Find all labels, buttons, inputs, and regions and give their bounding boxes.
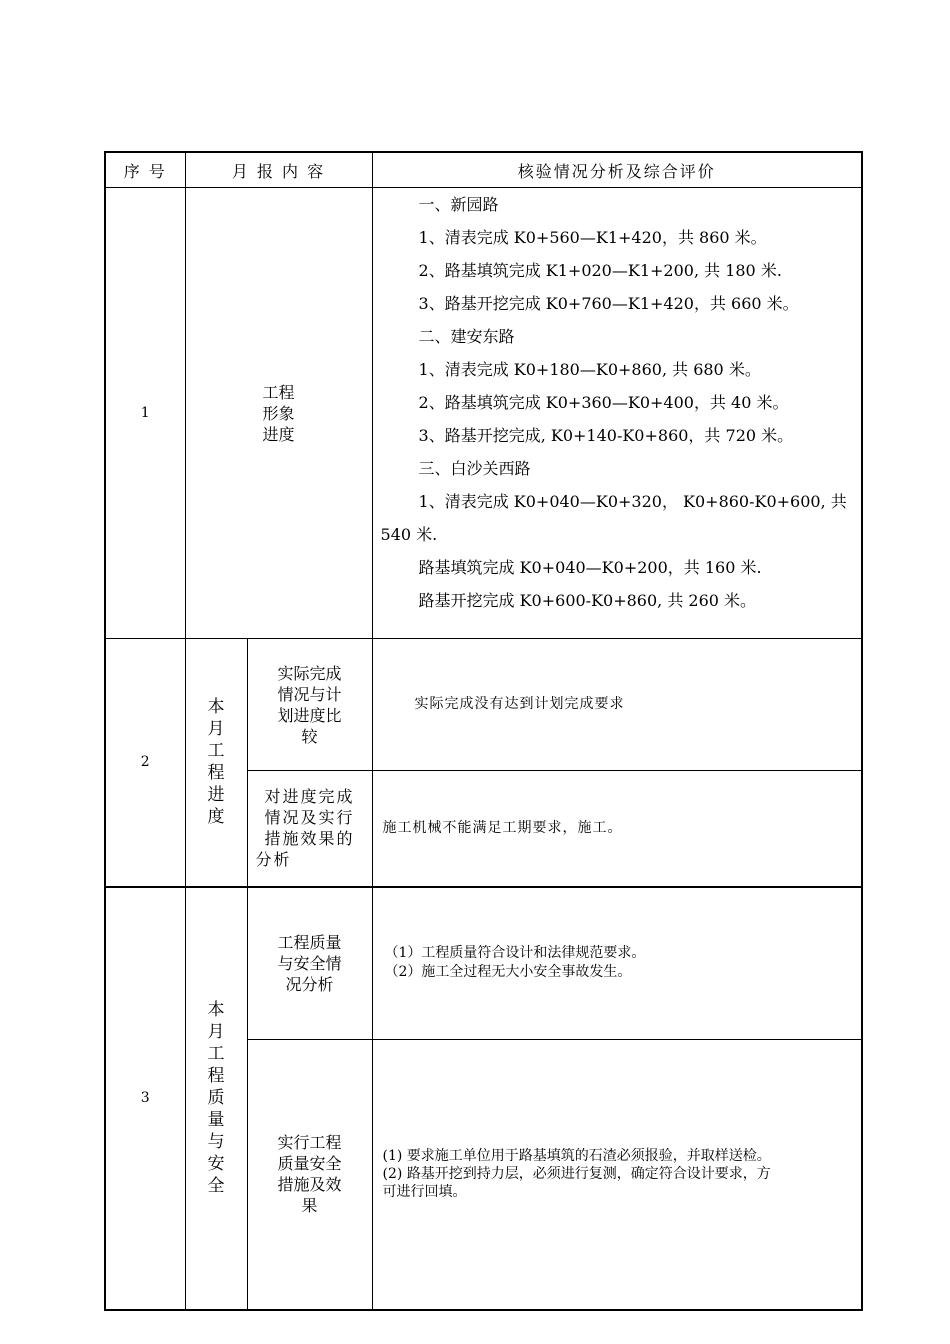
label-line: 果: [301, 1196, 318, 1216]
vertical-char: 安: [207, 1154, 225, 1174]
row-2-number: 2: [105, 639, 185, 887]
row-1-content: [372, 188, 862, 639]
row-1-label-line: 工程: [262, 382, 295, 402]
row-3a: [105, 887, 862, 1040]
header-row: [105, 152, 862, 188]
label-line: 实行工程: [277, 1133, 342, 1153]
content-line: 二、建安东路: [418, 327, 515, 346]
label-line: 实际完成: [277, 663, 342, 683]
row-2-sub1-label: [247, 639, 372, 771]
row-3-number: 3: [105, 887, 185, 1310]
content-line: 可进行回填。: [382, 1184, 467, 1201]
content-line: 三、白沙关西路: [418, 459, 531, 478]
row-2-sub2-text: [372, 771, 862, 887]
label-line: 情况及实行: [264, 808, 355, 828]
monthly-report-table: [104, 151, 863, 1311]
vertical-char: 进: [207, 785, 225, 806]
label-line: 划进度比: [277, 705, 342, 725]
content-line: 实际完成没有达到计划完成要求: [414, 696, 625, 712]
row-3-sub2-label: [247, 1040, 372, 1310]
content-line: 3、路基开挖完成, K0+140-K0+860，共 720 米。: [418, 426, 794, 445]
vertical-char: 度: [207, 807, 225, 828]
content-line: 2、路基填筑完成 K1+020—K1+200, 共 180 米.: [418, 261, 782, 280]
label-line: 分析: [255, 850, 292, 870]
content-line: 路基开挖完成 K0+600-K0+860, 共 260 米。: [418, 591, 757, 610]
row-2-vertical-label: [185, 639, 247, 887]
content-line: 3、路基开挖完成 K0+760—K1+420，共 660 米。: [418, 294, 799, 313]
content-line: 1、清表完成 K0+180—K0+860, 共 680 米。: [418, 360, 761, 379]
label-line: 与安全情: [277, 953, 342, 973]
vertical-char: 程: [207, 1066, 225, 1086]
content-line: 1、清表完成 K0+040—K0+320， K0+860-K0+600, 共: [418, 492, 847, 511]
row-3-sub1-text: [372, 887, 862, 1040]
vertical-char: 月: [207, 719, 225, 740]
row-2-sub1-text: [372, 639, 862, 771]
vertical-char: 本: [207, 1000, 225, 1020]
content-line: (1) 要求施工单位用于路基填筑的石渣必须报验，并取样送检。: [382, 1148, 771, 1165]
header-serial: 序 号: [105, 152, 185, 188]
label-line: 较: [301, 726, 318, 746]
vertical-char: 工: [207, 1044, 225, 1064]
vertical-char: 本: [207, 697, 225, 718]
label-line: 质量安全: [277, 1154, 342, 1174]
vertical-char: 工: [207, 741, 225, 762]
content-line: 路基填筑完成 K0+040—K0+200，共 160 米.: [418, 558, 762, 577]
vertical-char: 与: [207, 1132, 225, 1152]
content-line: 1、清表完成 K0+560—K1+420，共 860 米。: [418, 228, 767, 247]
label-line: 措施效果的: [264, 829, 355, 849]
content-line: 540 米.: [380, 525, 438, 544]
content-line: （1）工程质量符合设计和法律规范要求。: [384, 945, 646, 962]
row-3-vertical-label: [185, 887, 247, 1310]
label-line: 况分析: [285, 974, 334, 994]
row-1: [105, 188, 862, 639]
header-evaluation: 核验情况分析及综合评价: [372, 152, 862, 188]
label-line: 工程质量: [277, 932, 342, 952]
row-3-sub2-text: [372, 1040, 862, 1310]
vertical-char: 全: [207, 1176, 225, 1196]
content-line: （2）施工全过程无大小安全事故发生。: [384, 964, 632, 981]
row-1-label-line: 进度: [262, 424, 295, 444]
vertical-char: 月: [207, 1022, 225, 1042]
content-line: 一、新园路: [418, 195, 499, 214]
vertical-char: 质: [207, 1088, 225, 1108]
header-content: 月 报 内 容: [185, 152, 372, 188]
row-1-label-line: 形象: [262, 403, 295, 423]
label-line: 措施及效: [277, 1175, 342, 1195]
label-line: 对进度完成: [264, 787, 355, 807]
row-1-label: [185, 188, 372, 639]
vertical-char: 量: [207, 1110, 225, 1130]
row-3-sub1-label: [247, 887, 372, 1040]
content-line: 施工机械不能满足工期要求，施工。: [382, 820, 623, 837]
row-1-number: 1: [105, 188, 185, 639]
content-line: 2、路基填筑完成 K0+360—K0+400，共 40 米。: [418, 393, 789, 412]
label-line: 情况与计: [277, 684, 342, 704]
content-line: (2) 路基开挖到持力层，必须进行复测，确定符合设计要求，方: [382, 1166, 771, 1183]
row-2-sub2-label: [247, 771, 372, 887]
vertical-char: 程: [207, 763, 225, 784]
row-2a: [105, 639, 862, 771]
